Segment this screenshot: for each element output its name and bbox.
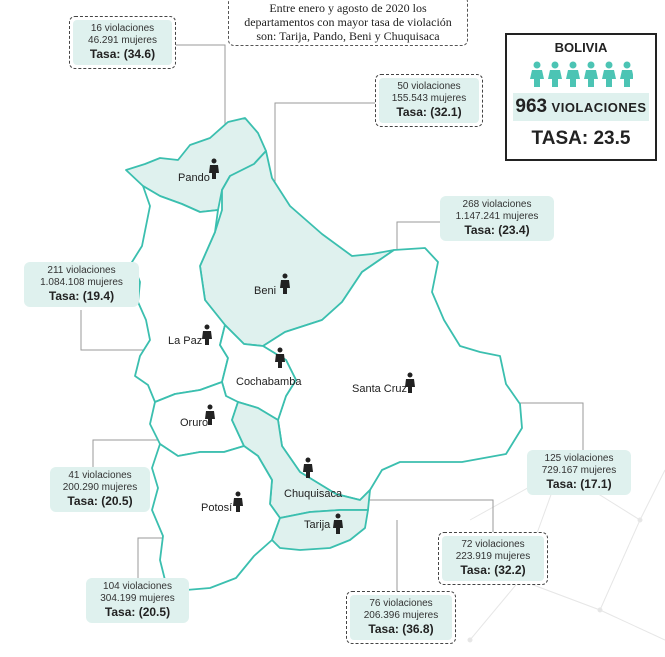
total-tasa: TASA: 23.5 bbox=[531, 128, 631, 149]
women-group-icon bbox=[529, 61, 633, 87]
callout-tasa: Tasa: (23.4) bbox=[464, 223, 530, 237]
callout-tasa: Tasa: (32.1) bbox=[396, 105, 462, 119]
callout-chuquisaca bbox=[438, 532, 548, 585]
label-lapaz: La Paz bbox=[168, 335, 203, 347]
callout-tasa: Tasa: (34.6) bbox=[89, 47, 156, 61]
callout-violaciones: 104 violaciones bbox=[103, 581, 172, 592]
callout-violaciones: 72 violaciones bbox=[461, 539, 525, 550]
label-potosi: Potosí bbox=[201, 502, 233, 514]
women-icons-row bbox=[507, 61, 655, 87]
callout-tasa: Tasa: (36.8) bbox=[368, 622, 434, 636]
callout-oruro bbox=[50, 467, 150, 512]
label-beni: Beni bbox=[254, 285, 277, 297]
callout-santacruz bbox=[440, 196, 554, 241]
callout-mujeres: 1.147.241 mujeres bbox=[455, 211, 539, 222]
callout-cochabamba bbox=[527, 450, 631, 495]
callout-tasa: Tasa: (20.5) bbox=[67, 494, 133, 508]
callout-tasa: Tasa: (19.4) bbox=[48, 289, 115, 303]
callout-tasa: Tasa: (32.2) bbox=[460, 563, 526, 577]
total-word: VIOLACIONES bbox=[551, 100, 647, 115]
callout-lapaz bbox=[24, 262, 139, 307]
label-santacruz: Santa Cruz bbox=[352, 383, 408, 395]
callout-violaciones: 211 violaciones bbox=[47, 265, 116, 276]
callout-mujeres: 304.199 mujeres bbox=[100, 593, 175, 604]
label-tarija: Tarija bbox=[304, 519, 331, 531]
callout-mujeres: 1.084.108 mujeres bbox=[40, 277, 123, 288]
label-chuquisaca: Chuquisaca bbox=[284, 488, 343, 500]
callout-mujeres: 46.291 mujeres bbox=[88, 35, 157, 46]
callout-tarija bbox=[346, 591, 456, 644]
callout-potosi bbox=[86, 578, 189, 623]
callout-mujeres: 223.919 mujeres bbox=[455, 551, 531, 562]
country-name: BOLIVIA bbox=[554, 40, 608, 55]
country-summary bbox=[505, 33, 657, 161]
callout-pando bbox=[69, 16, 176, 69]
callout-tasa: Tasa: (20.5) bbox=[104, 605, 171, 619]
callout-violaciones: 50 violaciones bbox=[397, 81, 461, 92]
total-number: 963 bbox=[515, 96, 548, 117]
label-pando: Pando bbox=[178, 172, 210, 184]
callout-mujeres: 200.290 mujeres bbox=[62, 482, 138, 493]
callout-violaciones: 16 violaciones bbox=[90, 23, 155, 34]
callout-mujeres: 206.396 mujeres bbox=[363, 610, 439, 621]
label-cochabamba: Cochabamba bbox=[236, 376, 302, 388]
callout-violaciones: 268 violaciones bbox=[462, 199, 532, 210]
intro-note: Entre enero y agosto de 2020 los departamentos con mayor tasa de violación son: Tarija, Pando, Beni y Chuquisaca bbox=[228, 0, 468, 46]
total-violaciones bbox=[513, 93, 649, 121]
callout-violaciones: 76 violaciones bbox=[369, 598, 433, 609]
region-potosi bbox=[152, 444, 280, 590]
callout-violaciones: 125 violaciones bbox=[544, 453, 614, 464]
label-oruro: Oruro bbox=[180, 417, 209, 429]
callout-violaciones: 41 violaciones bbox=[68, 470, 132, 481]
callout-tasa: Tasa: (17.1) bbox=[546, 477, 612, 491]
callout-beni bbox=[375, 74, 483, 127]
callout-mujeres: 155.543 mujeres bbox=[391, 93, 467, 104]
callout-mujeres: 729.167 mujeres bbox=[541, 465, 617, 476]
